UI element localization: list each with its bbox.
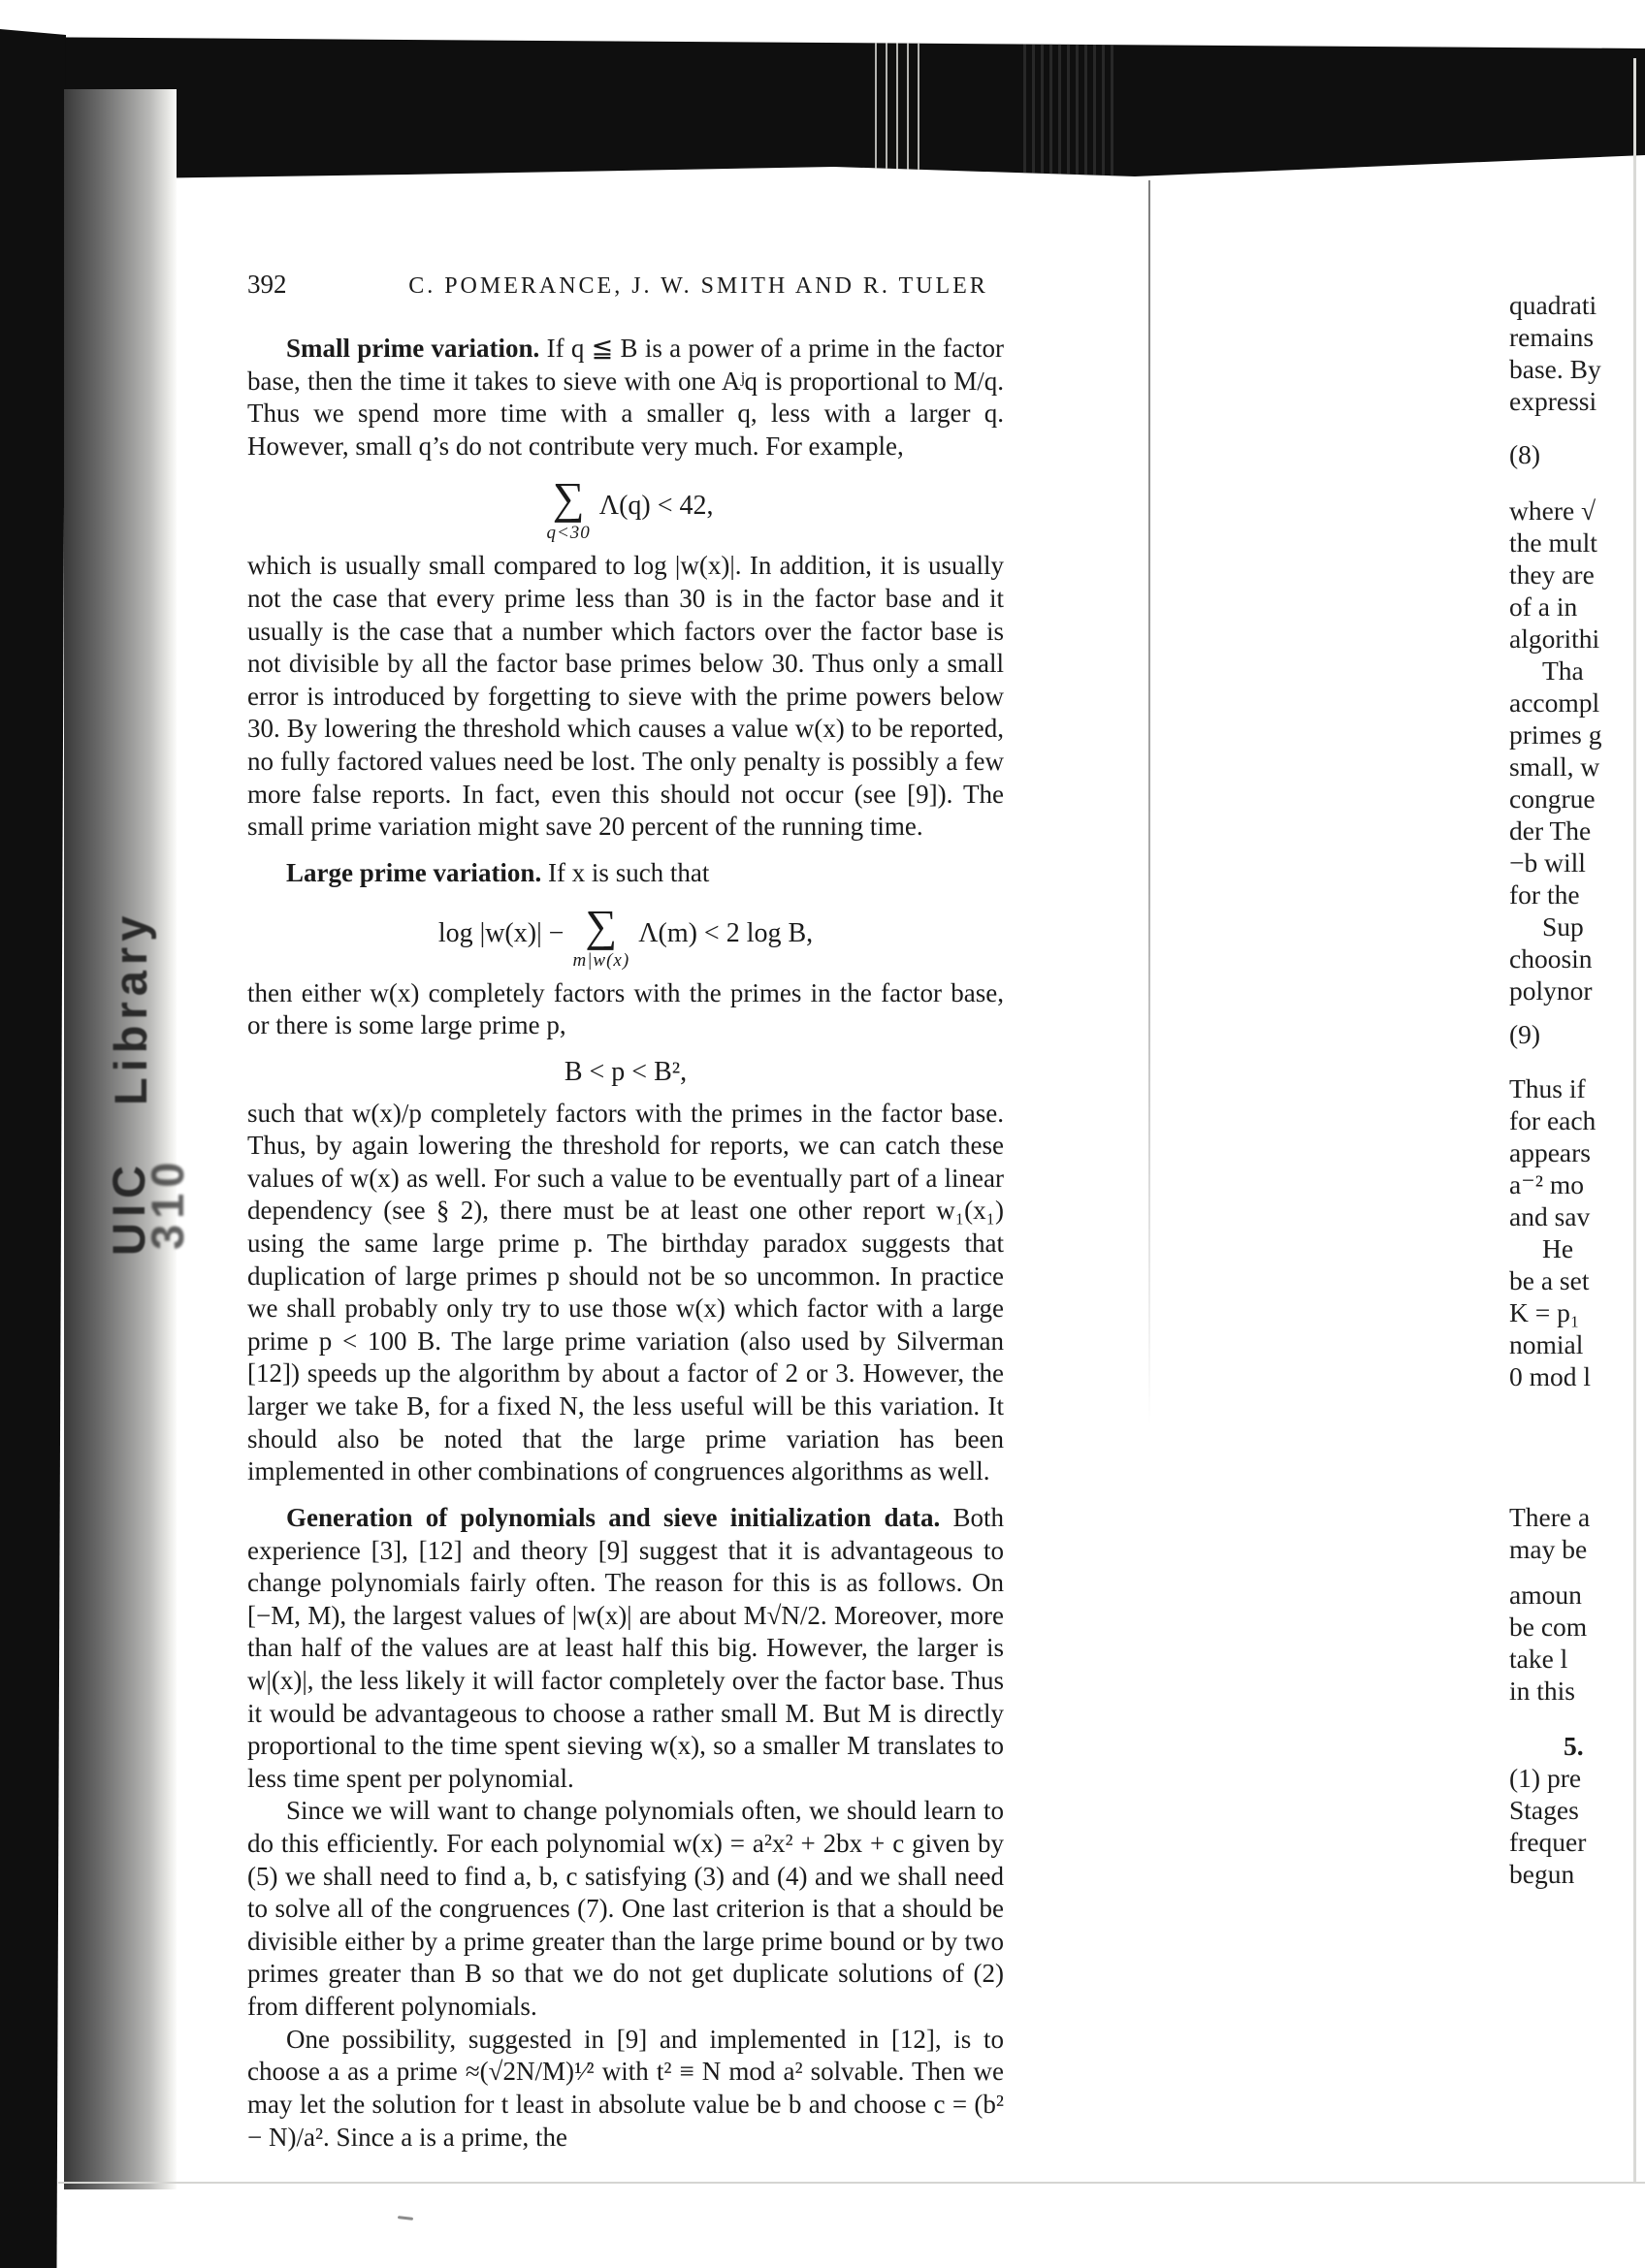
page-edge-streaks-dark: [1023, 37, 1115, 182]
formula-sum-lambda-q: [247, 473, 1004, 544]
next-page-line: amoun: [1509, 1580, 1582, 1610]
page-header: [247, 270, 1004, 300]
next-page-line: where √: [1509, 495, 1597, 526]
paragraph-such-that: such that w(x)/p completely factors with the primes in the factor base. Thus, by again lowering the threshold for reports, we can catch these values of w(x) as well. For such a value to be eventually part of a linear dependency (see § 2), there must be at least one other report w₁(x₁) using the same large prime p. The birthday paradox suggests that duplication of large primes p should not be so uncommon. In practice we shall probably only try to use those w(x) which factor with a large prime p < 100 B. The large prime variation (also used by Silverman [12]) speeds up the algorithm by about a factor of 2 or 3. However, the larger we take B, for a fixed N, the less useful will be this variation. It should also be noted that the large prime variation has been implemented in other combinations of congruences algorithms as well.: [247, 1098, 1004, 1486]
next-page-line: congrue: [1509, 783, 1596, 814]
paragraph-large-prime-variation: [247, 857, 1004, 890]
formula-large-prime-range: [247, 1056, 1004, 1090]
section-lead-large-prime: Large prime variation.: [286, 857, 542, 887]
formula-log-threshold: [247, 900, 1004, 971]
next-page-column: [1509, 289, 1645, 1890]
section-lead-small-prime: Small prime variation.: [286, 334, 540, 363]
next-page-line: primes g: [1509, 719, 1602, 750]
next-page-line: −b will: [1509, 847, 1586, 878]
sigma-glyph: ∑: [552, 473, 585, 524]
next-page-line: they are: [1509, 559, 1595, 590]
formula-body: B < p < B²,: [564, 1056, 688, 1087]
next-page-line: small, w: [1509, 751, 1600, 782]
next-page-line: der The: [1509, 815, 1592, 846]
paragraph-then-either: then either w(x) completely factors with the primes in the factor base, or there is some large prime p,: [247, 977, 1004, 1040]
next-page-line: 5.: [1564, 1731, 1584, 1761]
next-page-line: choosin: [1509, 943, 1593, 974]
next-page-line: algorithi: [1509, 623, 1600, 654]
scan-border-top: [0, 37, 1645, 182]
next-page-line: the mult: [1509, 527, 1597, 558]
formula-body: Λ(m) < 2 log B,: [638, 917, 814, 948]
stamp-word-310: 310: [142, 1156, 193, 1250]
next-page-line: accompl: [1509, 687, 1600, 718]
next-page-line: be a set: [1509, 1265, 1590, 1295]
next-page-line: Thus if: [1509, 1073, 1586, 1103]
right-edge-line: [1633, 58, 1636, 2184]
stamp-word-uic: UIC: [103, 1160, 154, 1256]
next-page-line: for each: [1509, 1105, 1597, 1135]
summation-lower-limit: m|w(x): [572, 949, 630, 971]
paragraph-one-possibility: One possibility, suggested in [9] and implemented in [12], is to choose a as a prime ≈(√2N/M)¹⁄² with t² ≡ N mod a² solvable. Then we may let the solution for t least in absolute value be b and choose c = (b² − N)/a². Since a is a prime, the: [247, 2024, 1004, 2152]
stamp-word-library: Library: [105, 910, 156, 1105]
summation-symbol: [546, 473, 591, 544]
next-page-line: frequer: [1509, 1827, 1587, 1857]
next-page-line: nomial: [1509, 1329, 1584, 1359]
next-page-line: of a in: [1509, 591, 1578, 622]
next-page-line: and sav: [1509, 1201, 1591, 1231]
gutter-shadow-line: [1148, 180, 1150, 1426]
paragraph-small-prime-variation: [247, 333, 1004, 463]
next-page-line: quadrati: [1509, 290, 1597, 320]
next-page-line: may be: [1509, 1534, 1588, 1564]
text-column: [247, 333, 1004, 2154]
next-page-line: (8): [1509, 439, 1541, 469]
scan-border-left: [0, 29, 66, 2268]
next-page-line: appears: [1509, 1137, 1591, 1167]
running-head: C. POMERANCE, J. W. SMITH AND R. TULER: [408, 273, 988, 299]
next-page-line: Tha: [1542, 655, 1584, 686]
paragraph-text: Both experience [3], [12] and theory [9] suggest that it is advantageous to change polynomials fairly often. The reason for this is as follows. On [−M, M), the largest values of |w(x)| are about M√N/2. Moreover, more than half of the values are at least half this big. However, the larger is w|(x)|, the less likely it will factor completely over the factor base. Thus it would be advantageous to choose a rather small M. But M is directly proportional to the time spent sieving w(x), so a smaller M translates to less time spent per polynomial.: [247, 1502, 1005, 1793]
paragraph-since-we-will: Since we will want to change polynomials often, we should learn to do this efficiently. For each polynomial w(x) = a²x² + 2bx + c given by (5) we shall need to find a, b, c satisfying (3) and (4) and we shall need to solve all of the congruences (7). One last criterion is that a should be divisible either by a prime greater than the large prime bound or by two primes greater than B so that we do not get duplicate solutions of (2) from different polynomials.: [247, 1796, 1004, 2022]
next-page-line: (1) pre: [1509, 1763, 1582, 1793]
next-page-line: polynor: [1509, 975, 1593, 1006]
next-page-line: be com: [1509, 1612, 1588, 1642]
next-page-line: Sup: [1542, 911, 1584, 942]
next-page-line: (9): [1509, 1019, 1541, 1049]
scratch-mark: [398, 2216, 413, 2220]
paragraph-generation-of-polynomials: [247, 1502, 1004, 1795]
next-page-line: Stages: [1509, 1795, 1579, 1825]
section-lead-generation: Generation of polynomials and sieve initialization data.: [286, 1502, 941, 1532]
next-page-line: remains: [1509, 322, 1595, 352]
next-page-line: in this: [1509, 1676, 1575, 1706]
scanner-bottom-line: [58, 2182, 1645, 2184]
summation-lower-limit: q<30: [546, 523, 591, 544]
formula-left-part: log |w(x)| −: [437, 917, 564, 948]
next-page-line: take l: [1509, 1644, 1568, 1674]
main-page: [173, 171, 1104, 2154]
book-page-edge: [64, 89, 177, 2189]
next-page-line: 0 mod l: [1509, 1361, 1592, 1391]
next-page-line: expressi: [1509, 386, 1597, 416]
summation-symbol: [572, 900, 630, 971]
paragraph-which-is-usually: which is usually small compared to log |w(x)|. In addition, it is usually not the case that every prime less than 30 is in the factor base and it usually is the case that a number which factors over the factor base is not divisible by all the factor base primes below 30. Thus only a small error is introduced by forgetting to sieve with the prime powers below 30. By lowering the threshold which causes a value w(x) to be reported, no fully factored values need be lost. The only penalty is possibly a few more false reports. In fact, even this should not occur (see [9]). The small prime variation might save 20 percent of the running time.: [247, 551, 1004, 842]
next-page-line: K = p₁: [1509, 1297, 1580, 1327]
next-page-line: a⁻² mo: [1509, 1169, 1584, 1199]
page-edge-streaks-light: [871, 37, 919, 182]
paragraph-text: If q ≦ B is a power of a prime in the factor base, then the time it takes to sieve with one Aʲq is proportional to M/q. Thus we spend more time with a smaller q, less with a larger q. However, small q’s do not contribute very much. For example,: [247, 334, 1004, 461]
formula-body: Λ(q) < 42,: [598, 491, 714, 522]
paragraph-text: If x is such that: [541, 857, 710, 887]
next-page-line: base. By: [1509, 354, 1601, 384]
next-page-line: begun: [1509, 1859, 1575, 1889]
next-page-line: There a: [1509, 1502, 1591, 1532]
sigma-glyph: ∑: [585, 900, 618, 950]
page-number: 392: [247, 270, 287, 299]
next-page-line: for the: [1509, 879, 1580, 910]
next-page-line: He: [1542, 1233, 1574, 1263]
